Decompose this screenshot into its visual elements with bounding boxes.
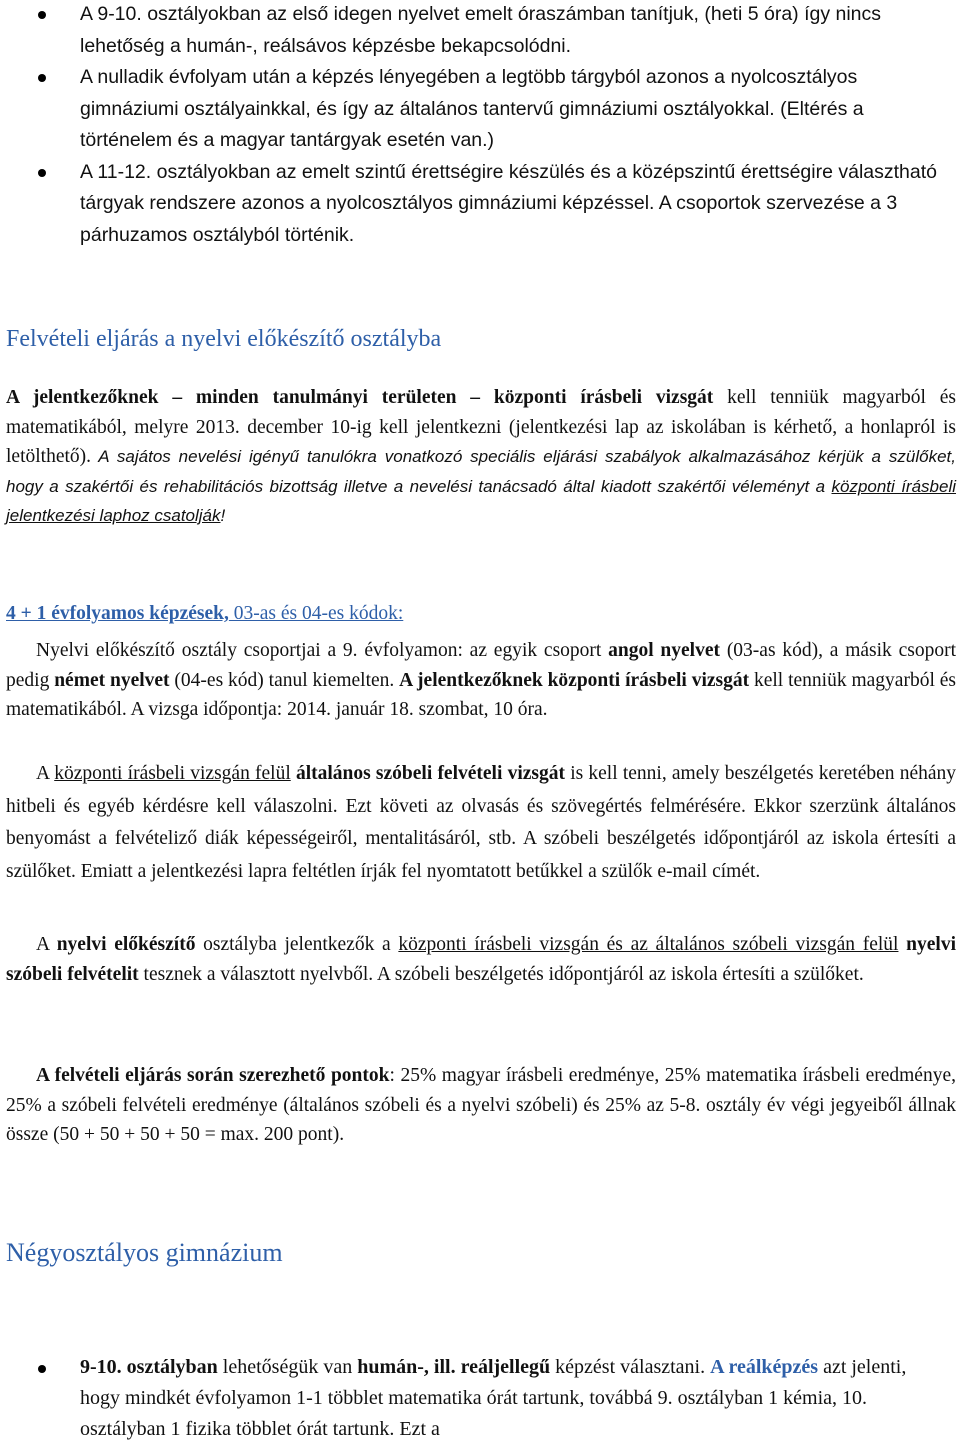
body-text: tesznek a választott nyelvből. A szóbeli beszélgetés időpontjáról az iskola értesíti a szülőket.: [138, 963, 864, 985]
list-item: [0, 1352, 960, 1445]
body-text: lehetőségük van: [217, 1356, 358, 1378]
bold-text: A jelentkezőknek: [6, 387, 159, 408]
body-text: A: [36, 934, 57, 955]
bullet-icon: [38, 169, 46, 177]
subhead-bold: 4 + 1 évfolyamos képzések,: [6, 603, 229, 624]
bold-text: A felvételi eljárás során szerezhető pontok: [36, 1065, 390, 1086]
dash: –: [158, 387, 196, 408]
body-text: azt jelenti, hogy mindkét évfolyamon 1-1 többlet matematika órát tartunk, továbbá 9. osztályban 1 kémia, 10. osztályban 1 fizika többlet órát tartunk. Ezt a: [80, 1356, 907, 1440]
top-bullet-list: [0, 0, 960, 251]
italic-note: !: [220, 506, 226, 525]
bold-text: általános szóbeli felvételi vizsgát: [295, 763, 565, 784]
underlined-text: központi írásbeli vizsgán és az általános szóbeli vizsgán felül: [398, 934, 899, 955]
body-text: (04-es kód) tanul kiemelten.: [169, 669, 400, 691]
bold-text: humán-, ill. reáljellegű: [357, 1356, 551, 1378]
bold-text: 9-10. osztályban: [80, 1356, 218, 1378]
bold-text: angol nyelvet: [608, 640, 721, 661]
body-text: (03-as kód), a másik csoport pedig: [6, 640, 956, 691]
language-groups-paragraph: [6, 636, 956, 725]
body-text: Nyelvi előkészítő osztály csoportjai a 9. évfolyamon: az egyik csoport: [36, 640, 609, 661]
body-text: is kell tenni, amely beszélgetés keretében néhány hitbeli és egyéb kérdésre kell válaszolni. Ezt követi az olvasás és szövegértés felmérésére. Ekkor szerzünk általános benyomást a felvételiző diák képességeiről, mentalitásáról, stb. A szóbeli beszélgetés időpontjáról az iskola értesíti a szülőket. Emiatt a jelentkezési lapra feltétlen írják fel nyomtatott betűkkel a szülők e-mail címét.: [6, 763, 957, 882]
admission-paragraph: [6, 383, 956, 531]
body-text: kell tenniük magyarból és matematikából, melyre 2013. december 10-ig kell jelentkezni (jelentkezési lap az iskolában is kérhető, a honlapról is letölthető).: [6, 387, 956, 467]
underlined-text: központi írásbeli vizsgán felül: [54, 763, 291, 784]
bold-text: német nyelvet: [54, 669, 170, 691]
bold-text: nyelvi szóbeli felvételit: [6, 934, 956, 985]
body-text: osztályba jelentkezők a: [195, 934, 399, 955]
bullet-icon: [38, 1365, 46, 1373]
list-item: [0, 0, 960, 62]
subhead-rest: 03-as és 04-es kódok:: [228, 603, 404, 624]
section-heading-four-year: Négyosztályos gimnázium: [6, 1238, 283, 1267]
body-text: : 25% magyar írásbeli eredménye, 25% matematika írásbeli eredménye, 25% a szóbeli felvételi eredménye (általános szóbeli és a nyelvi szóbeli) és 25% az 5-8. osztály év végi jegyeiből állnak össze (50 + 50 + 50 + 50 = max. 200 pont).: [6, 1065, 956, 1145]
subsection-heading-4plus1: [6, 603, 403, 625]
body-text: [898, 934, 906, 955]
body-text: A: [36, 763, 55, 784]
italic-underlined-note: központi írásbeli jelentkezési laphoz csatolják: [6, 476, 957, 525]
bullet-icon: [38, 11, 46, 19]
bold-text: nyelvi előkészítő: [56, 934, 196, 955]
bullet-icon: [38, 74, 46, 82]
blue-bold-text: A reálképzés: [710, 1356, 819, 1378]
bold-text: A jelentkezőknek központi írásbeli vizsgát: [399, 669, 750, 691]
bullet-text: A 9-10. osztályokban az első idegen nyelvet emelt óraszámban tanítjuk, (heti 5 óra) így nincs lehetőség a humán-, reálsávos képzésbe bekapcsolódni.: [80, 3, 882, 57]
bullet-text: A nulladik évfolyam után a képzés lényegében a legtöbb tárgyból azonos a nyolcosztályos gimnáziumi osztályainkkal, és így az általános tantervű gimnáziumi osztályokkal. (Eltérés a történelem és a magyar tantárgyak esetén van.): [80, 66, 864, 151]
oral-exam-paragraph: [6, 758, 956, 888]
bullet-text: A 11-12. osztályokban az emelt szintű érettségire készülés és a középszintű érettségire választható tárgyak rendszere azonos a nyolcosztályos gimnáziumi képzéssel. A csoportok szervezése a 3 párhuzamos osztályból történik.: [80, 160, 938, 246]
bottom-bullet-list: [0, 1352, 960, 1445]
list-item: [0, 157, 960, 252]
bold-text: központi írásbeli vizsgát: [493, 387, 714, 408]
italic-note: A sajátos nevelési igényű tanulókra vonatkozó speciális eljárási szabályok alkalmazásához kérjük a szülőket, hogy a szakértői és rehabilitációs bizottság illetve a nevelési tanácsadó által kiadott szakértői véleményt a: [6, 447, 956, 496]
language-oral-paragraph: [6, 930, 956, 989]
bold-text: minden tanulmányi területen: [195, 387, 457, 408]
points-paragraph: [6, 1061, 956, 1150]
section-heading-admission: Felvételi eljárás a nyelvi előkészítő osztályba: [6, 326, 442, 352]
body-text: kell tenniük magyarból és matematikából. A vizsga időpontja: 2014. január 18. szombat, 10 óra.: [6, 669, 956, 720]
dash: –: [456, 387, 494, 408]
body-text: képzést választani.: [550, 1356, 711, 1378]
list-item: [0, 62, 960, 157]
